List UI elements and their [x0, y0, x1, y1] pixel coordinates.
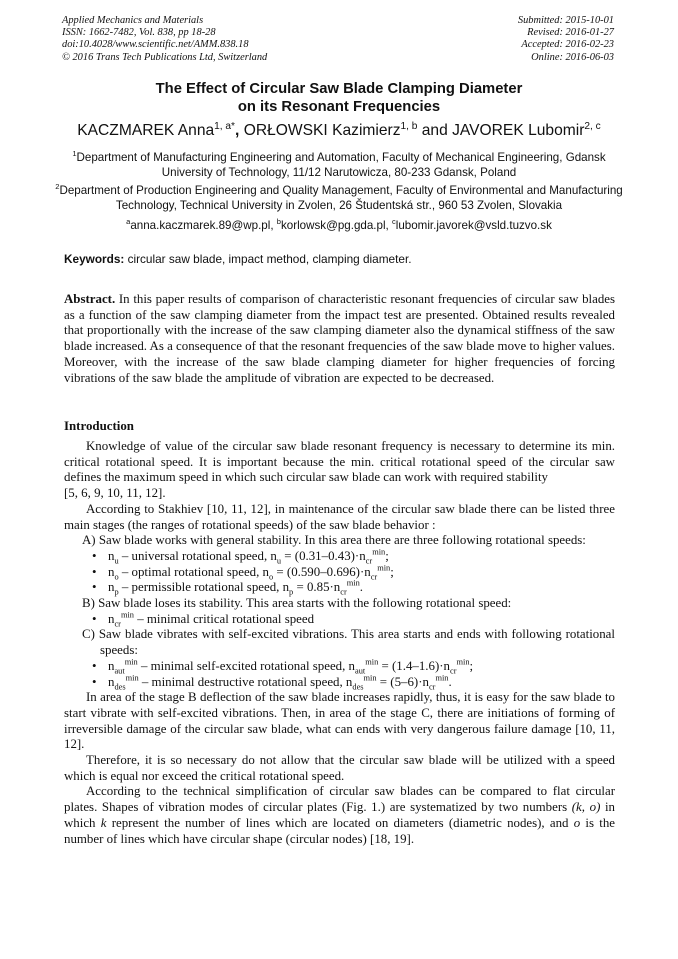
- email-a-marker: a: [126, 217, 131, 227]
- introduction-body: [64, 439, 615, 847]
- keywords-label: Keywords:: [64, 252, 125, 266]
- date-accepted: Accepted: 2016-02-23: [521, 39, 614, 51]
- email-link-c[interactable]: lubomir.javorek@vsld.tuzvo.sk: [395, 219, 552, 232]
- list-item-ncr: • $n_{cr}^{min}$ – minimal critical rotational speed: [92, 610, 315, 629]
- author-2: ORŁOWSKI Kazimierz: [239, 122, 401, 139]
- date-revised: Revised: 2016-01-27: [527, 27, 614, 39]
- list-item-b: B) Saw blade loses its stability. This area starts with the following rotational speed:: [82, 596, 512, 611]
- paragraph-4: Therefore, it is so necessary do not allow that the circular saw blade will be utilized with a speed which is equal nor exceed the critical rotational speed.: [64, 753, 615, 783]
- paragraph-3: In area of the stage B deflection of the saw blade increases rapidly, thus, it is easy for the saw blade to start vibrate with self-excited vibrations. Then, in area of the stage C, there are initiations of forming of irreversible damage of the circular saw blade, what can ends with very dangerous failure damage [10, 11, 12].: [64, 690, 615, 752]
- abstract: [64, 292, 615, 386]
- list-item-no: • $n_o$ – optimal rotational speed, $n_o = (0.590-0.696)\cdot n_{cr}^{min}$;: [92, 563, 394, 582]
- affiliation-1-text: Department of Manufacturing Engineering and Automation, Faculty of Mechanical Engineering, Gdansk University of Technology, 11/12 Narutowicza, 80-233 Gdansk, Poland: [76, 151, 606, 179]
- affiliation-2: [50, 183, 628, 213]
- journal-doi: doi:10.4028/www.scientific.net/AMM.838.18: [62, 39, 249, 51]
- paragraph-1-references: [5, 6, 9, 10, 11, 12].: [64, 486, 166, 501]
- affiliation-2-number: 2: [55, 182, 60, 192]
- paragraph-1: Knowledge of value of the circular saw blade resonant frequency is necessary to determine its min. critical rotational speed. It is important because the min. critical rotational speed of the circular saw defines the maximum speed in which such circular saw blade can work with required stability: [64, 439, 615, 485]
- bullet-icon: •: [92, 548, 97, 563]
- list-item-c: C) Saw blade vibrates with self-excited vibrations. This area starts and ends with following rotational speeds:: [82, 627, 615, 658]
- affiliation-1: [50, 150, 628, 180]
- bullet-icon: •: [92, 674, 97, 689]
- journal-name: Applied Mechanics and Materials: [62, 15, 204, 26]
- author-separator: ,: [235, 122, 240, 139]
- email-c-marker: c: [392, 217, 396, 227]
- email-link-a[interactable]: anna.kaczmarek.89@wp.pl,: [130, 219, 277, 232]
- list-item-np: • $n_p$ – permissible rotational speed, $n_p = 0.85\cdot n_{cr}^{min}$.: [92, 579, 364, 597]
- abstract-label: Abstract.: [64, 292, 116, 306]
- date-submitted: Submitted: 2015-10-01: [517, 15, 614, 26]
- keywords: [64, 252, 412, 267]
- journal-copyright: © 2016 Trans Tech Publications Ltd, Switzerland: [62, 51, 268, 63]
- bullet-icon: •: [92, 580, 97, 595]
- author-1-affiliation: 1, a*: [214, 120, 236, 132]
- bullet-icon: •: [92, 564, 97, 579]
- title-line-1: The Effect of Circular Saw Blade Clamping Diameter: [155, 81, 523, 97]
- journal-info: [62, 15, 267, 64]
- abstract-text: In this paper results of comparison of characteristic resonant frequencies of circular saw blades as a function of the saw clamping diameter from the impact test are presented. Obtained results revealed that proportionally with the increase of the saw clamping diameter also the dynamical stiffness of the saw blade increased. As a consequence of that the resonant frequencies of the saw blade move to higher values. Moreover, with the increase of the saw blade clamping diameter for higher frequencies of forcing vibrations of the saw blade the amplitude of vibration are expected to be decreased.: [64, 292, 615, 385]
- author-emails: [40, 218, 638, 233]
- publication-dates: [518, 15, 614, 64]
- author-3-affiliation: 2, c: [584, 120, 601, 132]
- list-item-ndes: • $n_{des}^{min}$ – minimal destructive rotational speed, $n_{des}^{min} = (5-6)\cdot n_{cr}^{min}$.: [92, 673, 452, 692]
- author-3: and JAVOREK Lubomir: [417, 122, 585, 139]
- affiliation-2-text: Department of Production Engineering and Quality Management, Faculty of Environmental and Manufacturing Technology, Technical University in Zvolen, 26 Študentská str., 960 53 Zvolen, Slovakia: [59, 184, 623, 212]
- title-line-2: on its Resonant Frequencies: [237, 99, 441, 115]
- author-list: [40, 121, 638, 141]
- paper-title: [60, 80, 618, 116]
- email-b-marker: b: [276, 217, 281, 227]
- bullet-icon: •: [92, 611, 97, 626]
- paragraph-5: According to the technical simplification of circular saw blades can be compared to flat circular plates. Shapes of vibration modes of circular plates (Fig. 1.) are systematized by two numbers (k, o) in which k represent the number of lines which are located on diameters (diametric nodes), and o is the number of lines which have circular shape (circular nodes) [18, 19].: [64, 784, 616, 846]
- bullet-icon: •: [92, 658, 97, 673]
- author-2-affiliation: 1, b: [400, 120, 418, 132]
- section-heading-introduction: Introduction: [64, 419, 134, 433]
- list-item-naut: • $n_{aut}^{min}$ – minimal self-excited rotational speed, $n_{aut}^{min} = (1.4-1.6)\cdot n_{cr}^{min}$;: [92, 657, 474, 676]
- journal-issn: ISSN: 1662-7482, Vol. 838, pp 18-28: [62, 27, 216, 39]
- author-1: KACZMAREK Anna: [77, 122, 215, 139]
- list-item-nu: • $n_u$ – universal rotational speed, $n_u = (0.31-0.43)\cdot n_{cr}^{min}$;: [92, 547, 389, 566]
- paragraph-2: According to Stakhiev [10, 11, 12], in maintenance of the circular saw blade there can be listed three main stages (the ranges of rotational speeds) of the saw blade behavior :: [64, 501, 615, 532]
- keywords-text: circular saw blade, impact method, clamping diameter.: [124, 252, 412, 266]
- email-link-b[interactable]: korlowsk@pg.gda.pl,: [280, 219, 392, 232]
- date-online: Online: 2016-06-03: [531, 51, 614, 63]
- list-item-a: A) Saw blade works with general stability. In this area there are three following rotational speeds:: [82, 533, 586, 548]
- affiliation-1-number: 1: [72, 149, 77, 159]
